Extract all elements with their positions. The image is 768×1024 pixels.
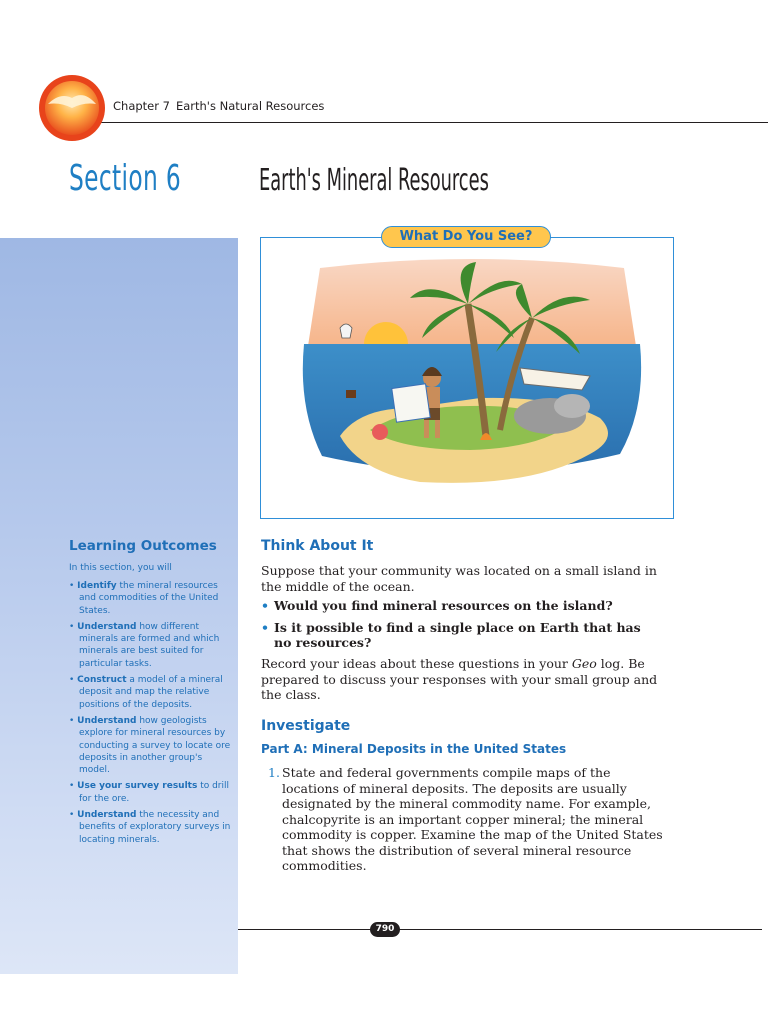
- chapter-label: Chapter 7 Earth's Natural Resources: [113, 99, 325, 113]
- learning-outcomes-title: Learning Outcomes: [69, 538, 217, 554]
- header-rule: [100, 122, 768, 123]
- learning-outcomes-list: [69, 580, 231, 850]
- learning-outcomes-intro: In this section, you will: [69, 563, 172, 573]
- island-illustration: [300, 258, 644, 504]
- think-questions: [261, 598, 661, 657]
- camera: [346, 390, 356, 398]
- investigate-heading: Investigate: [261, 718, 351, 734]
- list-item: • Construct a model of a mineral deposit and map the relative positions of the deposits.: [69, 675, 223, 710]
- section-title: Earth's Mineral Resources: [259, 163, 489, 198]
- boat: [340, 324, 352, 338]
- think-about-it-intro: Suppose that your community was located on a small island in the middle of the ocean.: [261, 563, 657, 594]
- list-item: • Understand how different minerals are formed and which minerals are best suited for particular tasks.: [69, 621, 220, 669]
- map-paper: [392, 384, 430, 422]
- page-number: 790: [370, 922, 400, 937]
- think-about-it-heading: Think About It: [261, 538, 374, 554]
- record-ideas-paragraph: Record your ideas about these questions in your Geo log. Be prepared to discuss your responses with your small group and the class.: [261, 656, 658, 702]
- rocks: [554, 394, 590, 418]
- beach-ball: [372, 424, 388, 440]
- part-a-heading: Part A: Mineral Deposits in the United States: [261, 742, 567, 756]
- list-item: • Would you find mineral resources on the island?: [261, 598, 613, 613]
- list-item: • Is it possible to find a single place on Earth that has no resources?: [261, 619, 641, 650]
- list-item: • Understand the necessity and benefits of exploratory surveys in locating minerals.: [69, 810, 231, 845]
- list-item: • Identify the mineral resources and commodities of the United States.: [69, 581, 219, 616]
- section-number: Section 6: [69, 158, 182, 199]
- what-do-you-see-banner: What Do You See?: [381, 226, 551, 248]
- footer-rule: [238, 929, 762, 930]
- step-text: State and federal governments compile maps of the locations of mineral deposits. The deposits are usually designated by the mineral commodity name. For example, chalcopyrite is an important copper mineral; the mineral commodity is copper. Examine the map of the United States that shows the distribution of several mineral resource commodities.: [282, 765, 663, 873]
- list-item: • Understand how geologists explore for mineral resources by conducting a survey to locate ore deposits in another group's model.: [69, 715, 231, 776]
- list-item: • Use your survey results to drill for the ore.: [69, 781, 229, 804]
- sun-logo-icon: [38, 74, 106, 142]
- step-number: 1.: [268, 765, 280, 780]
